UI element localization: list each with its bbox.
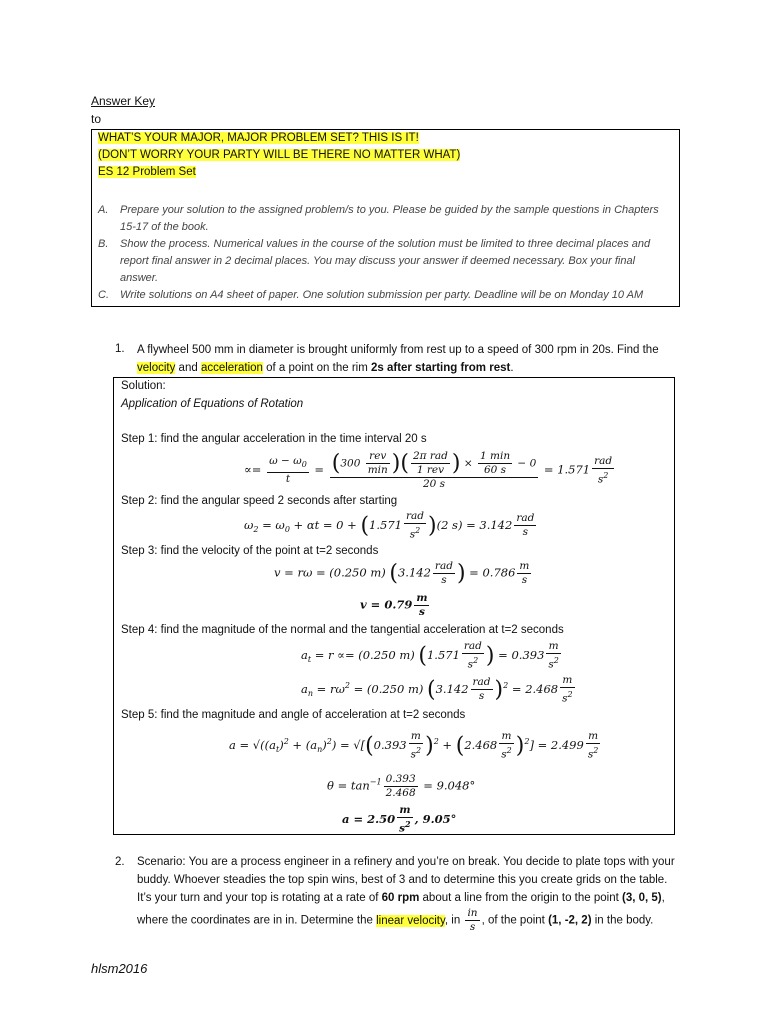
instruction-a: A. Prepare your solution to the assigned problem/s to you. Please be guided by the sample questions in Chapters 15-17 of the book.: [98, 204, 659, 233]
solution-box: [113, 377, 675, 835]
info-line-2: (DON’T WORRY YOUR PARTY WILL BE THERE NO MATTER WHAT): [98, 149, 461, 161]
equation-tangential-acceleration: $a_t = r \propto= (0.250$ m) (1.571 $\frac{\text{rad}}{s^2}$ ) = 0.393 $\frac{m}{s^2}$: [301, 640, 559, 671]
keyword-acceleration: acceleration: [200, 362, 263, 374]
keyword-velocity: velocity: [137, 362, 176, 374]
problem-set-info-box: [91, 129, 680, 307]
equation-total-acceleration: $a = √((a_t)^2 + (a_n)^2) = √[(0.393$ $\frac{m}{s^2}$ )$^2$ + (2.468 $\frac{m}{s^2}$ )$^2$] = 2.499 $\frac{m}{s^2}$: [229, 730, 599, 761]
step-3: Step 3: find the velocity of the point at t=2 seconds: [121, 545, 379, 557]
instruction-c: C. Write solutions on A4 sheet of paper. One solution submission per party. Deadline will be on Monday 10 AM: [98, 289, 644, 301]
question-2-number: 2.: [115, 856, 125, 868]
equation-normal-acceleration: $a_n = r\omega^2 = (0.250$ m) (3.142 $\frac{\text{rad}}{s}$ )$^2$ = 2.468 $\frac{m}{s^2}$: [301, 674, 573, 705]
equation-linear-velocity: v = rω = (0.250 m) (3.142 $\frac{\text{rad}}{s}$ ) = 0.786 $\frac{m}{s}$: [274, 560, 530, 586]
question-1-number: 1.: [115, 343, 125, 355]
equation-angular-acceleration: ∝= $\frac{\omega - \omega_0}{t}$ = (300 $\frac{\text{rev}}{\min}$ )( $\frac{\text{2π rad}}{\text{1 rev}}$ ) × $\frac{1 \min}{60 s}$ − 0 20 s = 1.571 $\frac{\text{rad}}{s^2}$: [244, 450, 613, 490]
final-answer-acceleration: a = 2.50 $\frac{m}{s^2}$ , 9.05°: [342, 804, 457, 835]
document-to: to: [91, 112, 102, 126]
keyword-linear-velocity: linear velocity: [376, 914, 445, 927]
step-2: Step 2: find the angular speed 2 seconds after starting: [121, 495, 398, 507]
question-1-text: A flywheel 500 mm in diameter is brought uniformly from rest up to a speed of 300 rpm in 20s. Find the velocity and acceleration of a point on the rim 2s after starting from rest.: [137, 344, 659, 374]
solution-heading: Solution:: [121, 380, 166, 392]
step-1: Step 1: find the angular acceleration in the time interval 20 s: [121, 433, 427, 445]
document-title: Answer Key: [91, 94, 156, 108]
info-line-1: WHAT’S YOUR MAJOR, MAJOR PROBLEM SET? THIS IS IT!: [98, 132, 419, 144]
equation-angular-speed: $\omega_2 = \omega_0 + \alpha t = 0 + (1.571$ $\frac{\text{rad}}{s^2}$ )(2 s) = 3.142 $\frac{\text{rad}}{s}$: [244, 510, 535, 541]
equation-angle: $\theta = \tan^{-1}$ $\frac{0.393}{2.468}$ = 9.048°: [327, 773, 476, 799]
info-line-3: ES 12 Problem Set: [98, 166, 196, 178]
footer-signature: hlsm2016: [91, 961, 148, 976]
step-4: Step 4: find the magnitude of the normal and the tangential acceleration at t=2 seconds: [121, 624, 564, 636]
solution-subtitle: Application of Equations of Rotation: [121, 398, 304, 410]
question-2-text: Scenario: You are a process engineer in a refinery and you’re on break. You decide to plate tops with your buddy. Whoever steadies the top spin wins, best of 3 and to determine this you create grids on the table. It’s your turn and your top is rotating at a rate of 60 rpm about a line from the origin to the point (3, 0, 5), where the coordinates are in in. Determine the linear velocity, in $\frac{in}{s}$ , of the point (1, -2, 2) in the body.: [137, 856, 675, 933]
final-answer-velocity: v = 0.79 $\frac{m}{s}$: [360, 592, 428, 618]
step-5: Step 5: find the magnitude and angle of acceleration at t=2 seconds: [121, 709, 466, 721]
instruction-b: B. Show the process. Numerical values in the course of the solution must be limited to three decimal places and report final answer in 2 decimal places. You may discuss your answer if deemed necessary. Box your final answer.: [98, 238, 651, 284]
